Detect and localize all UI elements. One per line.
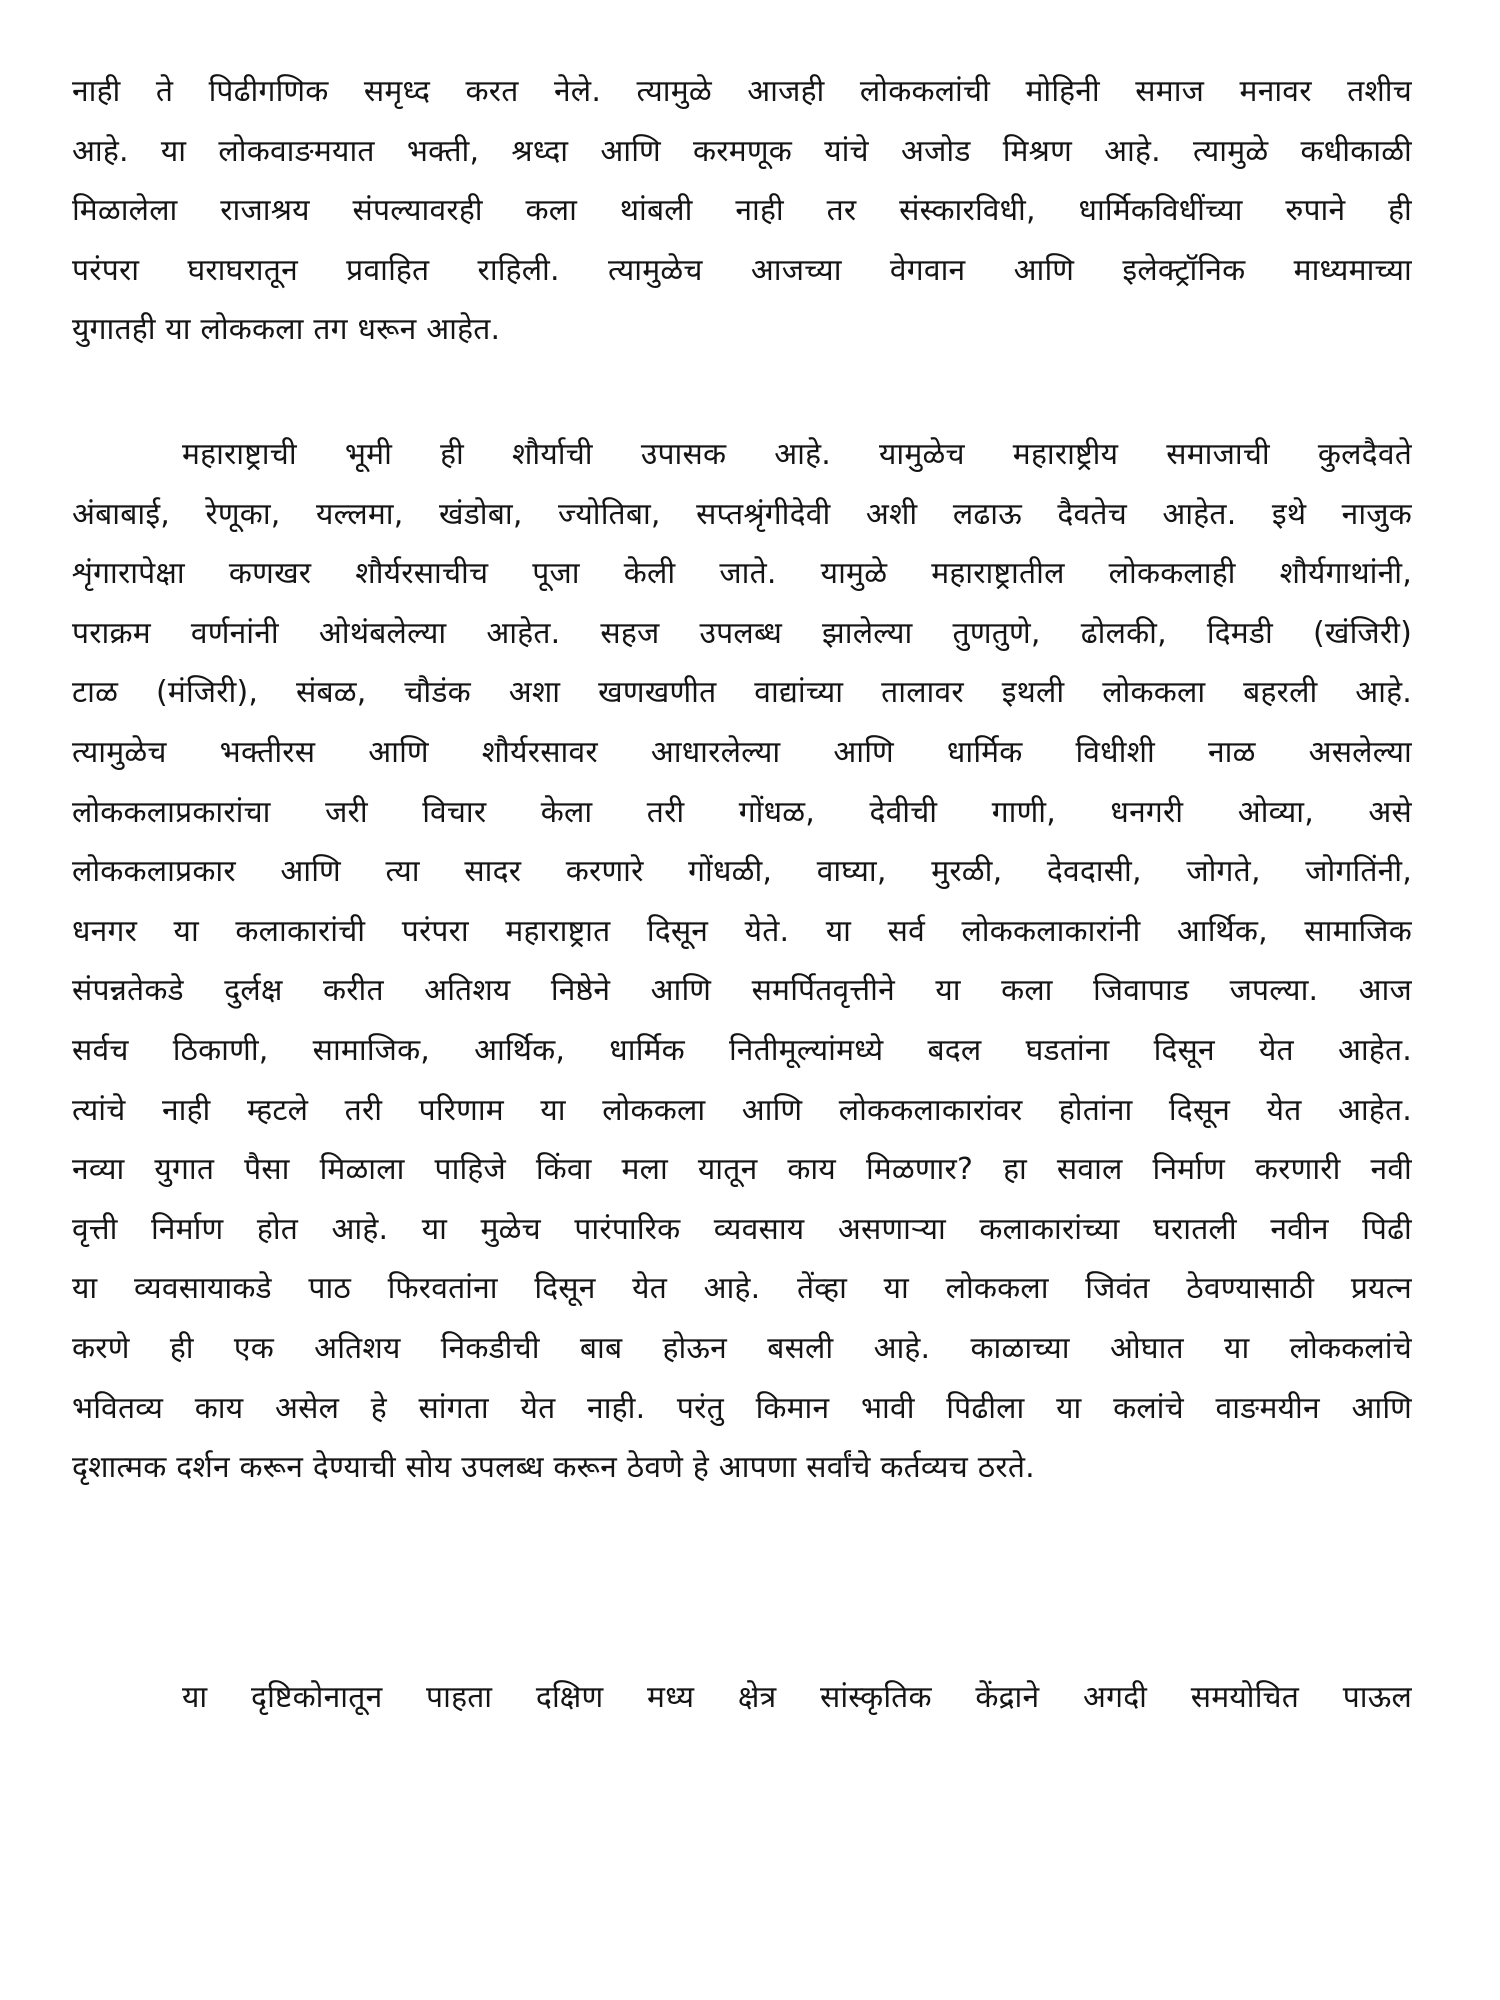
text-line: अंबाबाई, रेणूका, यल्लमा, खंडोबा, ज्योतिबा, सप्तश्रृंगीदेवी अशी लढाऊ दैवतेच आहेत. इथे नाजुक [72, 496, 1412, 532]
text-line: सर्वच ठिकाणी, सामाजिक, आर्थिक, धार्मिक नितीमूल्यांमध्ये बदल घडतांना दिसून येत आहेत. [72, 1032, 1412, 1068]
text-line: महाराष्ट्राची भूमी ही शौर्याची उपासक आहे. यामुळेच महाराष्ट्रीय समाजाची कुलदैवते [182, 437, 1412, 472]
paragraph-2 [72, 425, 1412, 1498]
text-line: दृशात्मक दर्शन करून देण्याची सोय उपलब्ध करून ठेवणे हे आपणा सर्वांचे कर्तव्यच ठरते. [72, 1450, 1035, 1486]
text-line: टाळ (मंजिरी), संबळ, चौडंक अशा खणखणीत वाद्यांच्या तालावर इथली लोककला बहरली आहे. [72, 675, 1412, 711]
text-line: लोककलाप्रकारांचा जरी विचार केला तरी गोंधळ, देवीची गाणी, धनगरी ओव्या, असे [72, 794, 1412, 830]
text-line: नव्या युगात पैसा मिळाला पाहिजे किंवा मला यातून काय मिळणार? हा सवाल निर्माण करणारी नवी [72, 1152, 1412, 1188]
paragraph-3 [72, 1668, 1412, 1728]
text-line: संपन्नतेकडे दुर्लक्ष करीत अतिशय निष्ठेने आणि समर्पितवृत्तीने या कला जिवापाड जपल्या. आज [72, 973, 1412, 1009]
text-line: शृंगारापेक्षा कणखर शौर्यरसाचीच पूजा केली जाते. यामुळे महाराष्ट्रातील लोककलाही शौर्यगाथांनी, [72, 556, 1412, 592]
text-line: या दृष्टिकोनातून पाहता दक्षिण मध्य क्षेत्र सांस्कृतिक केंद्राने अगदी समयोचित पाऊल [182, 1680, 1412, 1715]
text-line: युगातही या लोककला तग धरून आहेत. [72, 312, 501, 348]
text-line: वृत्ती निर्माण होत आहे. या मुळेच पारंपारिक व्यवसाय असणाऱ्या कलाकारांच्या घरातली नवीन पिढी [72, 1211, 1412, 1247]
text-line: पराक्रम वर्णनांनी ओथंबलेल्या आहेत. सहज उपलब्ध झालेल्या तुणतुणे, ढोलकी, दिमडी (खंजिरी) [72, 615, 1412, 651]
paragraph-1-text [72, 62, 1412, 360]
text-line: या व्यवसायाकडे पाठ फिरवतांना दिसून येत आहे. तेंव्हा या लोककला जिवंत ठेवण्यासाठी प्रयत्न [72, 1271, 1412, 1307]
text-line: धनगर या कलाकारांची परंपरा महाराष्ट्रात दिसून येते. या सर्व लोककलाकारांनी आर्थिक, सामाजिक [72, 913, 1412, 949]
text-line: परंपरा घराघरातून प्रवाहित राहिली. त्यामुळेच आजच्या वेगवान आणि इलेक्ट्रॉनिक माध्यमाच्या [72, 252, 1412, 288]
paragraph-1 [72, 62, 1412, 360]
text-line: आहे. या लोकवाङमयात भक्ती, श्रध्दा आणि करमणूक यांचे अजोड मिश्रण आहे. त्यामुळे कधीकाळी [72, 133, 1412, 169]
text-line: त्यामुळेच भक्तीरस आणि शौर्यरसावर आधारलेल्या आणि धार्मिक विधीशी नाळ असलेल्या [72, 734, 1412, 770]
paragraph-3-text [72, 1668, 1412, 1728]
text-line: नाही ते पिढीगणिक समृध्द करत नेले. त्यामुळे आजही लोककलांची मोहिनी समाज मनावर तशीच [72, 74, 1412, 109]
text-line: करणे ही एक अतिशय निकडीची बाब होऊन बसली आहे. काळाच्या ओघात या लोककलांचे [72, 1330, 1412, 1366]
text-line: मिळालेला राजाश्रय संपल्यावरही कला थांबली नाही तर संस्कारविधी, धार्मिकविधींच्या रुपाने ही [72, 193, 1412, 229]
text-line: भवितव्य काय असेल हे सांगता येत नाही. परंतु किमान भावी पिढीला या कलांचे वाङमयीन आणि [72, 1390, 1412, 1426]
paragraph-2-text [72, 425, 1412, 1498]
text-line: लोककलाप्रकार आणि त्या सादर करणारे गोंधळी, वाघ्या, मुरळी, देवदासी, जोगते, जोगतिंनी, [72, 854, 1412, 890]
text-line: त्यांचे नाही म्हटले तरी परिणाम या लोककला आणि लोककलाकारांवर होतांना दिसून येत आहेत. [72, 1092, 1412, 1128]
